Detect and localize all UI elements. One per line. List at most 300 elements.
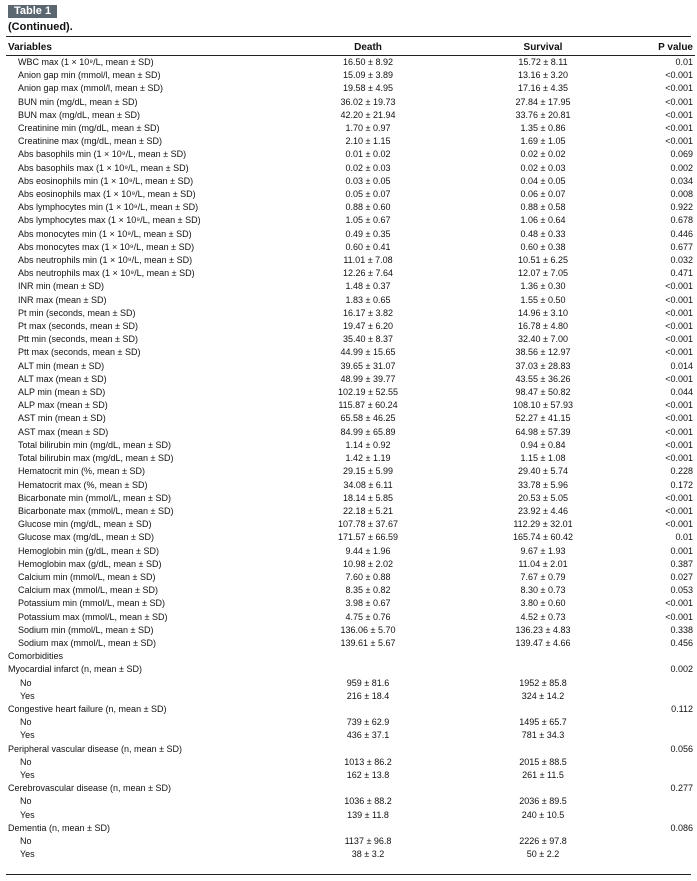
table-subrow <box>6 716 695 729</box>
table-subrow <box>6 677 695 690</box>
death-cell: 10.98 ± 2.02 <box>343 558 393 569</box>
variable-cell: Yes <box>20 769 35 780</box>
table-row <box>6 518 695 531</box>
variable-cell: Abs lymphocytes max (1 × 10⁹/L, mean ± SD) <box>18 215 201 226</box>
survival-cell: 43.55 ± 36.26 <box>515 373 571 384</box>
survival-cell: 240 ± 10.5 <box>521 809 565 820</box>
survival-cell: 1.06 ± 0.64 <box>520 215 566 226</box>
table-row <box>6 148 695 161</box>
table-row <box>6 412 695 425</box>
variable-cell: Comorbidities <box>8 651 64 662</box>
survival-cell: 136.23 ± 4.83 <box>515 624 571 635</box>
p-value-cell: <0.001 <box>665 492 693 503</box>
survival-cell: 8.30 ± 0.73 <box>520 585 566 596</box>
variable-cell: Hematocrit max (%, mean ± SD) <box>18 479 148 490</box>
death-cell: 171.57 ± 66.59 <box>338 532 398 543</box>
death-cell: 1.05 ± 0.67 <box>345 215 391 226</box>
p-value-cell <box>638 809 695 822</box>
variable-cell: Abs monocytes min (1 × 10⁹/L, mean ± SD) <box>18 228 192 239</box>
table-row <box>6 69 695 82</box>
death-cell: 22.18 ± 5.21 <box>343 505 393 516</box>
variable-cell: Abs neutrophils max (1 × 10⁹/L, mean ± SD) <box>18 268 195 279</box>
p-value-cell: <0.001 <box>665 413 693 424</box>
death-cell: 19.47 ± 6.20 <box>343 321 393 332</box>
death-cell: 1.14 ± 0.92 <box>345 439 391 450</box>
survival-cell: 1.69 ± 1.05 <box>520 136 566 147</box>
table-row <box>6 545 695 558</box>
survival-cell: 1.55 ± 0.50 <box>520 294 566 305</box>
survival-cell: 0.48 ± 0.33 <box>520 228 566 239</box>
p-value-cell <box>638 677 695 690</box>
survival-cell <box>448 743 638 756</box>
variable-cell: Total bilirubin max (mg/dL, mean ± SD) <box>18 453 174 464</box>
variable-cell: Peripheral vascular disease (n, mean ± SD) <box>8 743 183 754</box>
p-value-cell <box>638 690 695 703</box>
p-value-cell: 0.053 <box>670 585 693 596</box>
death-cell: 0.05 ± 0.07 <box>345 189 391 200</box>
death-cell: 38 ± 3.2 <box>351 849 385 860</box>
variable-cell: Calcium min (mmol/L, mean ± SD) <box>18 571 156 582</box>
p-value-cell <box>638 795 695 808</box>
variable-cell: No <box>20 796 32 807</box>
death-cell: 3.98 ± 0.67 <box>345 598 391 609</box>
variable-cell: Yes <box>20 809 35 820</box>
p-value-cell <box>638 835 695 848</box>
p-value-cell: 0.922 <box>670 202 693 213</box>
variable-cell: Sodium min (mmol/L, mean ± SD) <box>18 624 154 635</box>
death-cell: 1137 ± 96.8 <box>344 835 392 846</box>
survival-cell: 1.36 ± 0.30 <box>520 281 566 292</box>
survival-cell: 15.72 ± 8.11 <box>518 57 568 67</box>
table-row <box>6 399 695 412</box>
table-row <box>6 492 695 505</box>
p-value-cell: <0.001 <box>665 96 693 107</box>
death-cell: 136.06 ± 5.70 <box>340 624 396 635</box>
survival-cell: 13.16 ± 3.20 <box>518 70 568 81</box>
variable-cell: Yes <box>20 730 35 741</box>
survival-cell: 38.56 ± 12.97 <box>515 347 571 358</box>
table-row <box>6 254 695 267</box>
survival-cell: 0.60 ± 0.38 <box>520 241 566 252</box>
p-value-cell: <0.001 <box>665 373 693 384</box>
death-cell: 115.87 ± 60.24 <box>338 400 398 411</box>
table-caption: (Continued). <box>8 21 73 33</box>
death-cell: 959 ± 81.6 <box>346 677 390 688</box>
table-row <box>6 188 695 201</box>
table-row <box>6 373 695 386</box>
variable-cell: Abs eosinophils max (1 × 10⁹/L, mean ± SD) <box>18 189 196 200</box>
table-row <box>6 558 695 571</box>
death-cell: 102.19 ± 52.55 <box>338 387 398 398</box>
table-row <box>6 267 695 280</box>
death-cell <box>288 782 448 795</box>
death-cell: 19.58 ± 4.95 <box>343 83 393 94</box>
death-cell: 4.75 ± 0.76 <box>345 611 391 622</box>
variable-cell: AST max (mean ± SD) <box>18 426 109 437</box>
variable-cell: Total bilirubin min (mg/dL, mean ± SD) <box>18 439 171 450</box>
survival-cell: 64.98 ± 57.39 <box>515 426 571 437</box>
variable-cell: Ptt min (seconds, mean ± SD) <box>18 334 138 345</box>
death-cell: 739 ± 62.9 <box>346 717 390 728</box>
variable-cell: Cerebrovascular disease (n, mean ± SD) <box>8 783 172 794</box>
p-value-cell: <0.001 <box>665 505 693 516</box>
p-value-cell: <0.001 <box>665 611 693 622</box>
variable-cell: Yes <box>20 849 35 860</box>
survival-cell: 9.67 ± 1.93 <box>520 545 566 556</box>
p-value-cell: 0.044 <box>670 387 693 398</box>
variable-cell: Glucose min (mg/dL, mean ± SD) <box>18 519 152 530</box>
survival-cell: 10.51 ± 6.25 <box>518 255 568 266</box>
table-row <box>6 611 695 624</box>
death-cell: 18.14 ± 5.85 <box>343 492 393 503</box>
death-cell: 162 ± 13.8 <box>346 769 390 780</box>
survival-cell: 324 ± 14.2 <box>521 690 565 701</box>
table-body <box>6 56 695 862</box>
variable-cell: Anion gap min (mmol/l, mean ± SD) <box>18 70 161 81</box>
survival-cell: 52.27 ± 41.15 <box>515 413 571 424</box>
variable-cell: Abs lymphocytes min (1 × 10⁹/L, mean ± SD) <box>18 202 199 213</box>
variable-cell: ALT min (mean ± SD) <box>18 360 105 371</box>
column-header-variables: Variables <box>8 42 52 53</box>
survival-cell: 12.07 ± 7.05 <box>518 268 568 279</box>
table-row <box>6 320 695 333</box>
death-cell <box>288 743 448 756</box>
table-row <box>6 122 695 135</box>
table-row <box>6 162 695 175</box>
p-value-cell: 0.008 <box>670 189 693 200</box>
table-group-row <box>6 822 695 835</box>
death-cell: 139 ± 11.8 <box>347 809 389 820</box>
death-cell: 2.10 ± 1.15 <box>345 136 391 147</box>
table-row <box>6 280 695 293</box>
variable-cell: Sodium max (mmol/L, mean ± SD) <box>18 637 156 648</box>
death-cell: 34.08 ± 6.11 <box>343 479 393 490</box>
table-subrow <box>6 729 695 742</box>
death-cell: 35.40 ± 8.37 <box>343 334 393 345</box>
p-value-cell: 0.471 <box>670 268 693 279</box>
variable-cell: BUN max (mg/dL, mean ± SD) <box>18 109 140 120</box>
death-cell: 0.60 ± 0.41 <box>345 241 391 252</box>
survival-cell: 0.94 ± 0.84 <box>520 439 566 450</box>
table-row <box>6 241 695 254</box>
survival-cell: 11.04 ± 2.01 <box>518 558 568 569</box>
p-value-cell: <0.001 <box>665 598 693 609</box>
survival-cell: 16.78 ± 4.80 <box>518 321 568 332</box>
variable-cell: Creatinine min (mg/dL, mean ± SD) <box>18 123 160 134</box>
death-cell: 39.65 ± 31.07 <box>340 360 396 371</box>
survival-cell: 1.35 ± 0.86 <box>520 123 566 134</box>
p-value-cell <box>638 756 695 769</box>
table-row <box>6 571 695 584</box>
variable-cell: AST min (mean ± SD) <box>18 413 106 424</box>
death-cell: 1036 ± 88.2 <box>344 796 392 807</box>
p-value-cell <box>638 729 695 742</box>
death-cell <box>288 703 448 716</box>
death-cell: 0.49 ± 0.35 <box>345 228 391 239</box>
death-cell: 107.78 ± 37.67 <box>338 519 398 530</box>
table-row <box>6 135 695 148</box>
table-label: Table 1 <box>8 5 57 18</box>
death-cell: 29.15 ± 5.99 <box>343 466 393 477</box>
survival-cell: 1952 ± 85.8 <box>519 677 567 688</box>
death-cell: 0.01 ± 0.02 <box>345 149 391 160</box>
survival-cell: 3.80 ± 0.60 <box>520 598 566 609</box>
table-group-row <box>6 663 695 676</box>
survival-cell: 1.15 ± 1.08 <box>520 453 566 464</box>
p-value-cell <box>638 716 695 729</box>
p-value-cell: 0.002 <box>670 162 693 173</box>
p-value-cell: 0.387 <box>670 558 693 569</box>
p-value-cell: 0.456 <box>670 637 693 648</box>
survival-cell: 33.76 ± 20.81 <box>515 109 571 120</box>
survival-cell <box>448 822 638 835</box>
variable-cell: Myocardial infarct (n, mean ± SD) <box>8 664 142 675</box>
p-value-cell: <0.001 <box>665 334 693 345</box>
variable-cell: WBC max (1 × 10⁹/L, mean ± SD) <box>18 57 154 67</box>
variable-cell: Potassium min (mmol/L, mean ± SD) <box>18 598 165 609</box>
variable-cell: No <box>20 835 32 846</box>
survival-cell <box>448 782 638 795</box>
p-value-cell: <0.001 <box>665 70 693 81</box>
table-group-row <box>6 782 695 795</box>
p-value-cell: <0.001 <box>665 123 693 134</box>
death-cell: 139.61 ± 5.67 <box>340 637 396 648</box>
p-value-cell: 0.678 <box>670 215 693 226</box>
survival-cell: 50 ± 2.2 <box>526 849 560 860</box>
variable-cell: Congestive heart failure (n, mean ± SD) <box>8 703 167 714</box>
p-value-cell: <0.001 <box>665 136 693 147</box>
table-row <box>6 439 695 452</box>
table-row <box>6 386 695 399</box>
survival-cell: 108.10 ± 57.93 <box>513 400 573 411</box>
survival-cell: 0.88 ± 0.58 <box>520 202 566 213</box>
variable-cell: Abs monocytes max (1 × 10⁹/L, mean ± SD) <box>18 241 195 252</box>
variable-cell: Hematocrit min (%, mean ± SD) <box>18 466 145 477</box>
variable-cell: Pt max (seconds, mean ± SD) <box>18 321 138 332</box>
survival-cell: 0.02 ± 0.03 <box>520 162 566 173</box>
variable-cell: Yes <box>20 690 35 701</box>
table-header-row <box>6 40 695 56</box>
variable-cell: Abs eosinophils min (1 × 10⁹/L, mean ± SD) <box>18 175 194 186</box>
survival-cell: 139.47 ± 4.66 <box>515 637 571 648</box>
variable-cell: Abs basophils min (1 × 10⁹/L, mean ± SD) <box>18 149 187 160</box>
variable-cell: Glucose max (mg/dL, mean ± SD) <box>18 532 154 543</box>
death-cell: 84.99 ± 65.89 <box>340 426 396 437</box>
p-value-cell: <0.001 <box>665 109 693 120</box>
p-value-cell: 0.014 <box>670 360 693 371</box>
variable-cell: ALP min (mean ± SD) <box>18 387 106 398</box>
p-value-cell: <0.001 <box>665 439 693 450</box>
table-row <box>6 426 695 439</box>
table-row <box>6 465 695 478</box>
column-header-death: Death <box>354 42 382 53</box>
p-value-cell <box>638 650 695 663</box>
p-value-cell: 0.086 <box>670 822 693 833</box>
p-value-cell: 0.338 <box>670 624 693 635</box>
p-value-cell: <0.001 <box>665 294 693 305</box>
survival-cell: 29.40 ± 5.74 <box>518 466 568 477</box>
variable-cell: Ptt max (seconds, mean ± SD) <box>18 347 141 358</box>
variable-cell: Hemoglobin max (g/dL, mean ± SD) <box>18 558 162 569</box>
variable-cell: ALP max (mean ± SD) <box>18 400 108 411</box>
variable-cell: Bicarbonate min (mmol/L, mean ± SD) <box>18 492 171 503</box>
table-row <box>6 56 695 70</box>
death-cell: 44.99 ± 15.65 <box>340 347 396 358</box>
death-cell <box>288 663 448 676</box>
p-value-cell: 0.001 <box>670 545 693 556</box>
table-row <box>6 479 695 492</box>
death-cell: 436 ± 37.1 <box>346 730 390 741</box>
table-row <box>6 307 695 320</box>
table-subrow <box>6 795 695 808</box>
variable-cell: No <box>20 717 32 728</box>
death-cell: 0.88 ± 0.60 <box>345 202 391 213</box>
table-row <box>6 452 695 465</box>
death-cell: 0.03 ± 0.05 <box>345 175 391 186</box>
survival-cell: 23.92 ± 4.46 <box>518 505 568 516</box>
death-cell: 11.01 ± 7.08 <box>343 255 393 266</box>
table-group-row <box>6 703 695 716</box>
death-cell: 8.35 ± 0.82 <box>345 585 391 596</box>
table-row <box>6 531 695 544</box>
survival-cell: 112.29 ± 32.01 <box>513 519 573 530</box>
survival-cell: 0.02 ± 0.02 <box>520 149 566 160</box>
survival-cell <box>448 663 638 676</box>
p-value-cell: 0.056 <box>670 743 693 754</box>
death-cell: 7.60 ± 0.88 <box>345 571 391 582</box>
variable-cell: Abs basophils max (1 × 10⁹/L, mean ± SD) <box>18 162 189 173</box>
column-header-p-value: P value <box>658 42 693 53</box>
survival-cell: 0.04 ± 0.05 <box>520 175 566 186</box>
variable-cell: Anion gap max (mmol/l, mean ± SD) <box>18 83 163 94</box>
variable-cell: Hemoglobin min (g/dL, mean ± SD) <box>18 545 159 556</box>
table-row <box>6 333 695 346</box>
death-cell: 1.42 ± 1.19 <box>345 453 391 464</box>
column-header-survival: Survival <box>523 42 563 53</box>
bottom-rule <box>6 874 691 875</box>
p-value-cell: <0.001 <box>665 347 693 358</box>
variable-cell: Potassium max (mmol/L, mean ± SD) <box>18 611 168 622</box>
table-row <box>6 505 695 518</box>
p-value-cell: 0.002 <box>670 664 693 675</box>
death-cell: 1.83 ± 0.65 <box>345 294 391 305</box>
variable-cell: INR min (mean ± SD) <box>18 281 104 292</box>
death-cell: 0.02 ± 0.03 <box>345 162 391 173</box>
variable-cell: ALT max (mean ± SD) <box>18 373 107 384</box>
death-cell: 42.20 ± 21.94 <box>340 109 396 120</box>
table-row <box>6 109 695 122</box>
top-rule <box>6 36 691 37</box>
table-row <box>6 228 695 241</box>
survival-cell: 2036 ± 89.5 <box>519 796 567 807</box>
p-value-cell: <0.001 <box>665 281 693 292</box>
death-cell: 15.09 ± 3.89 <box>343 70 393 81</box>
survival-cell: 0.06 ± 0.07 <box>520 189 566 200</box>
death-cell: 1.48 ± 0.37 <box>345 281 391 292</box>
death-cell: 36.02 ± 19.73 <box>340 96 396 107</box>
p-value-cell <box>638 848 695 861</box>
death-cell: 65.58 ± 46.25 <box>340 413 396 424</box>
p-value-cell: 0.01 <box>675 532 693 543</box>
death-cell: 16.50 ± 8.92 <box>343 57 393 67</box>
survival-cell: 98.47 ± 50.82 <box>515 387 571 398</box>
table-row <box>6 624 695 637</box>
table-row <box>6 346 695 359</box>
survival-cell: 37.03 ± 28.83 <box>515 360 571 371</box>
death-cell: 1013 ± 86.2 <box>344 756 392 767</box>
table-row <box>6 96 695 109</box>
p-value-cell: <0.001 <box>665 426 693 437</box>
death-cell: 12.26 ± 7.64 <box>343 268 393 279</box>
table-subrow <box>6 809 695 822</box>
table-subrow <box>6 756 695 769</box>
death-cell: 16.17 ± 3.82 <box>343 307 393 318</box>
variable-cell: Pt min (seconds, mean ± SD) <box>18 307 136 318</box>
death-cell: 1.70 ± 0.97 <box>345 123 391 134</box>
survival-cell: 165.74 ± 60.42 <box>513 532 573 543</box>
table-row <box>6 294 695 307</box>
variable-cell: No <box>20 756 32 767</box>
death-cell: 216 ± 18.4 <box>346 690 390 701</box>
variable-cell: Calcium max (mmol/L, mean ± SD) <box>18 585 158 596</box>
survival-cell: 20.53 ± 5.05 <box>518 492 568 503</box>
p-value-cell: 0.027 <box>670 571 693 582</box>
death-cell <box>288 650 448 663</box>
p-value-cell: <0.001 <box>665 519 693 530</box>
p-value-cell: 0.069 <box>670 149 693 160</box>
p-value-cell: <0.001 <box>665 321 693 332</box>
table-row <box>6 637 695 650</box>
p-value-cell: <0.001 <box>665 400 693 411</box>
death-cell: 9.44 ± 1.96 <box>345 545 391 556</box>
survival-cell: 2015 ± 88.5 <box>519 756 567 767</box>
survival-cell: 4.52 ± 0.73 <box>520 611 566 622</box>
table-subrow <box>6 835 695 848</box>
p-value-cell: 0.172 <box>670 479 693 490</box>
p-value-cell: 0.032 <box>670 255 693 266</box>
variable-cell: BUN min (mg/dL, mean ± SD) <box>18 96 138 107</box>
survival-cell: 261 ± 11.5 <box>522 769 564 780</box>
p-value-cell: 0.677 <box>670 241 693 252</box>
variable-cell: No <box>20 677 32 688</box>
death-cell <box>288 822 448 835</box>
table-subrow <box>6 848 695 861</box>
table-group-row <box>6 743 695 756</box>
survival-cell: 2226 ± 97.8 <box>519 835 567 846</box>
table-subrow <box>6 690 695 703</box>
table-row <box>6 201 695 214</box>
table-group-row <box>6 650 695 663</box>
survival-cell: 7.67 ± 0.79 <box>520 571 566 582</box>
table-row <box>6 82 695 95</box>
survival-cell: 17.16 ± 4.35 <box>518 83 568 94</box>
p-value-cell: 0.112 <box>671 703 693 714</box>
table-row <box>6 584 695 597</box>
variable-cell: Dementia (n, mean ± SD) <box>8 822 110 833</box>
survival-cell: 32.40 ± 7.00 <box>518 334 568 345</box>
p-value-cell: 0.228 <box>670 466 693 477</box>
p-value-cell: <0.001 <box>665 453 693 464</box>
death-cell: 48.99 ± 39.77 <box>340 373 396 384</box>
p-value-cell <box>638 769 695 782</box>
survival-cell <box>448 650 638 663</box>
data-table <box>6 40 695 861</box>
table-subrow <box>6 769 695 782</box>
p-value-cell: <0.001 <box>665 83 693 94</box>
p-value-cell: 0.277 <box>670 783 693 794</box>
survival-cell: 27.84 ± 17.95 <box>515 96 571 107</box>
survival-cell: 14.96 ± 3.10 <box>518 307 568 318</box>
